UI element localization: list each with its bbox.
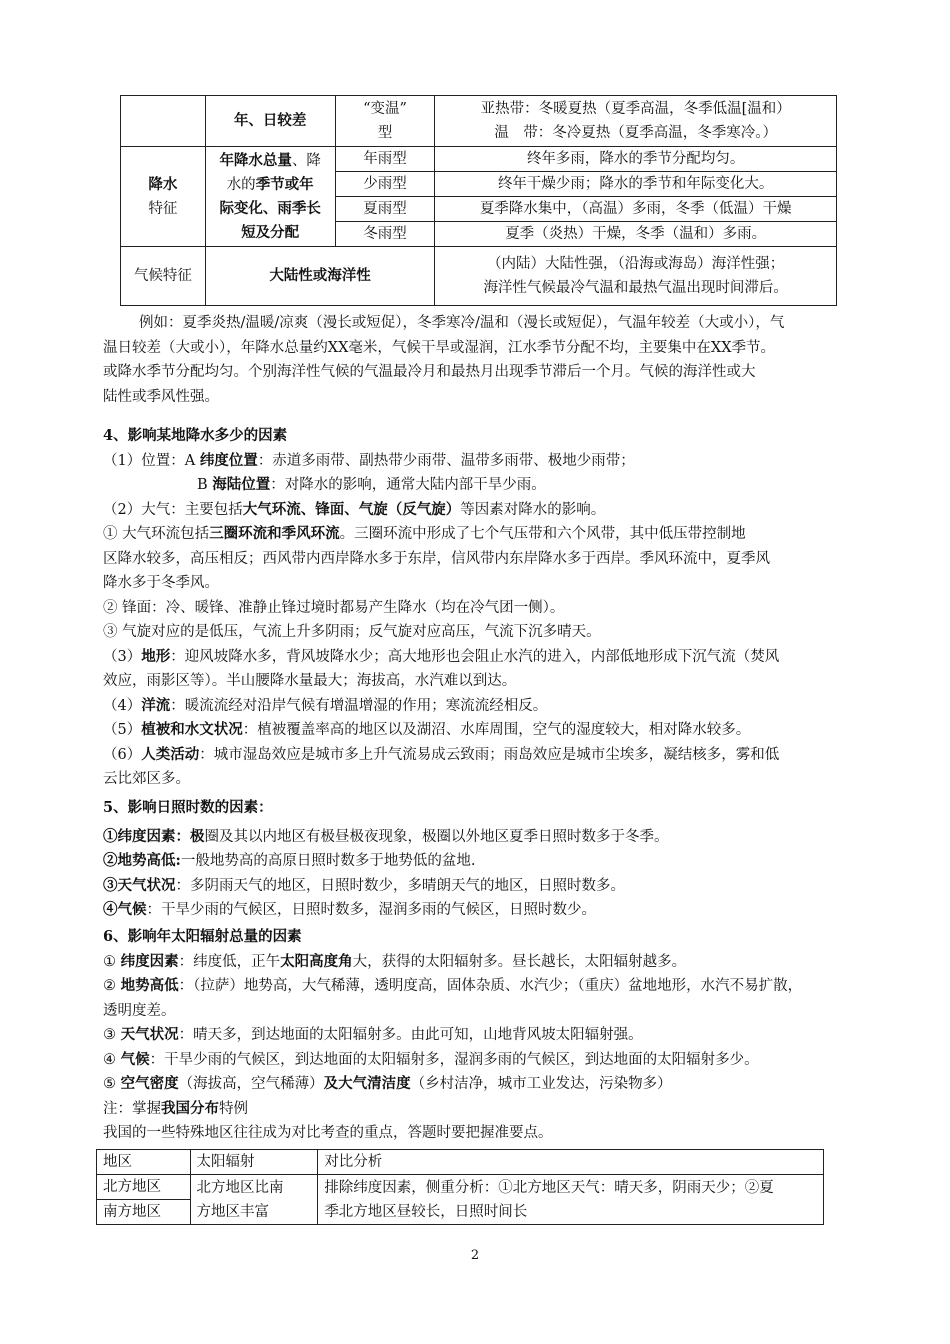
table-cell: 夏雨型 bbox=[335, 197, 435, 222]
example-paragraph: 例如：夏季炎热/温暖/凉爽（漫长或短促），冬季寒冷/温和（漫长或短促），气温年较差（大或小），气 温日较差（大或小），年降水总量约XX毫米，气候干旱或湿润，江水季节分配不均，主要集中在XX季节。 或降水季节分配均匀。个别海洋性气候的气温最冷月和最热月出现季节滞后一个月。气候的海洋性或大 陆性或季风性强。 bbox=[103, 315, 785, 405]
table-row bbox=[121, 147, 837, 172]
table-cell: 夏季（炎热）干燥，冬季（温和）多雨。 bbox=[435, 222, 837, 247]
section-heading: 5、影响日照时数的因素： bbox=[103, 799, 273, 816]
table-header: 太阳辐射 bbox=[190, 1150, 318, 1175]
table-cell: 北方地区 bbox=[97, 1175, 191, 1200]
section-4: 4、影响某地降水多少的因素 （1）位置：A 纬度位置：赤道多雨带、副热带少雨带、温带多雨带、极地少雨带； B 海陆位置：对降水的影响，通常大陆内部干旱少雨。 （2）大气：主要包括大气环流、锋面、气旋（反气旋）等因素对降水的影响。 ① 大气环流包括三圈环流和季风环流。三圈环流中形成了七个气压带和六个风带，其中低压带控制地 区降水较多，高压相反；西风带内西岸降水多于东岸，信风带内东岸降水多于西岸。季风环流中，夏季风 降水多于冬季风。 ② 锋面：冷、暖锋、准静止锋过境时都易产生降水（均在冷气团一侧）。 ③ 气旋对应的是低压，气流上升多阴雨；反气旋对应高压，气流下沉多晴天。 （3）地形：迎风坡降水多，背风坡降水少；高大地形也会阻止水汽的进入，内部低地形成下沉气流（焚风 效应，雨影区等）。半山腰降水量最大；海拔高，水汽难以到达。 （4）洋流：暖流流经对沿岸气候有增温增湿的作用；寒流流经相反。 （5）植被和水文状况：植被覆盖率高的地区以及湖沼、水库周围，空气的湿度较大，相对降水较多。 （6）人类活动：城市湿岛效应是城市多上升气流易成云致雨；雨岛效应是城市尘埃多，凝结核多，雾和低 云比郊区多。 bbox=[103, 424, 848, 792]
table-cell: 大陆性或海洋性 bbox=[205, 247, 435, 306]
table-row bbox=[121, 247, 837, 306]
section-heading: 4、影响某地降水多少的因素 bbox=[103, 427, 288, 444]
page-number: 2 bbox=[470, 1248, 480, 1263]
table-cell: 终年干燥少雨；降水的季节和年际变化大。 bbox=[435, 172, 837, 197]
section-5: 5、影响日照时数的因素： ①纬度因素：极圈及其以内地区有极昼极夜现象，极圈以外地区夏季日照时数多于冬季。 ②地势高低:一般地势高的高原日照时数多于地势低的盆地. ③天气状况：多阴雨天气的地区，日照时数少，多晴朗天气的地区，日照时数多。 ④气候：干旱少雨的气候区，日照时数多，湿润多雨的气候区，日照时数少。 bbox=[103, 796, 848, 923]
table-cell: 年、日较差 bbox=[205, 96, 335, 147]
table-cell: “变温” 型 bbox=[335, 96, 435, 147]
table-header-row bbox=[97, 1150, 824, 1175]
table-cell: 终年多雨，降水的季节分配均匀。 bbox=[435, 147, 837, 172]
table-cell: 夏季降水集中，（高温）多雨，冬季（低温）干燥 bbox=[435, 197, 837, 222]
region-comparison-table bbox=[96, 1149, 824, 1225]
table-row bbox=[121, 96, 837, 147]
section-6: 6、影响年太阳辐射总量的因素 ① 纬度因素：纬度低，正午太阳高度角大，获得的太阳辐射多。昼长越长，太阳辐射越多。 ② 地势高低：（拉萨）地势高，大气稀薄，透明度高，固体杂质、水汽少；（重庆）盆地地形，水汽不易扩散， 透明度差。 ③ 天气状况：晴天多，到达地面的太阳辐射多。由此可知，山地背风坡太阳辐射强。 ④ 气候：干旱少雨的气候区，到达地面的太阳辐射多，湿润多雨的气候区，到达地面的太阳辐射多少。 ⑤ 空气密度（海拔高，空气稀薄）及大气清洁度（乡村洁净，城市工业发达，污染物多） 注：掌握我国分布特例 我国的一些特殊地区往往成为对比考查的重点，答题时要把握准要点。 bbox=[103, 925, 848, 1146]
table-cell: 南方地区 bbox=[97, 1200, 191, 1225]
table-cell: 年雨型 bbox=[335, 147, 435, 172]
table-cell: 少雨型 bbox=[335, 172, 435, 197]
section-heading: 6、影响年太阳辐射总量的因素 bbox=[103, 928, 302, 945]
table-header: 对比分析 bbox=[318, 1150, 824, 1175]
table-row bbox=[97, 1175, 824, 1200]
table-cell: （内陆）大陆性强，（沿海或海岛）海洋性强； 海洋性气候最冷气温和最热气温出现时间滞后。 bbox=[435, 247, 837, 306]
climate-feature-table bbox=[120, 95, 837, 306]
table-cell: 北方地区比南 方地区丰富 bbox=[190, 1175, 318, 1225]
table-cell: 排除纬度因素，侧重分析：①北方地区天气：晴天多，阴雨天少；②夏 季北方地区昼较长，日照时间长 bbox=[318, 1175, 824, 1225]
table-cell: 年降水总量、降 水的季节或年 际变化、雨季长 短及分配 bbox=[205, 147, 335, 247]
table-cell: 降水 特征 bbox=[121, 147, 206, 247]
table-cell: 气候特征 bbox=[121, 247, 206, 306]
table-cell: 亚热带：冬暖夏热（夏季高温，冬季低温[温和） 温 带：冬冷夏热（夏季高温，冬季寒冷。） bbox=[435, 96, 837, 147]
table-header: 地区 bbox=[97, 1150, 191, 1175]
table-cell: 冬雨型 bbox=[335, 222, 435, 247]
